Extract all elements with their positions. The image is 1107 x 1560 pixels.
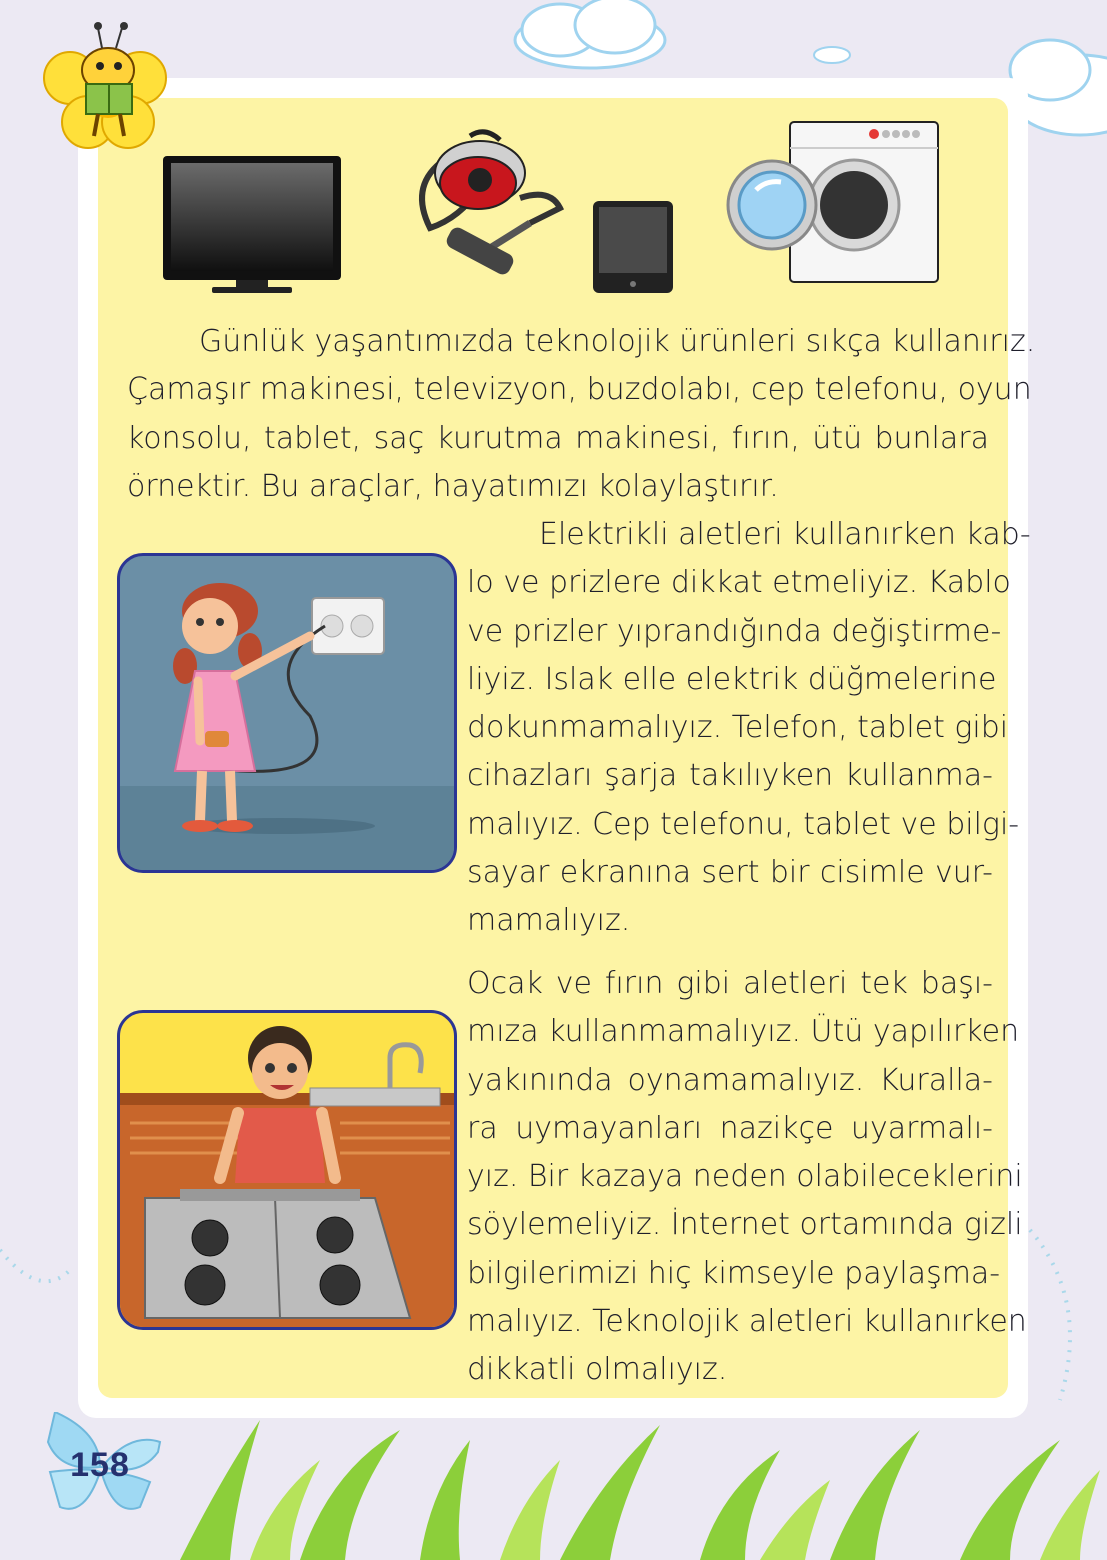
text-line: bilgilerimizi hiç kimseyle paylaşma- bbox=[467, 1255, 1001, 1291]
bee-reading-book-icon bbox=[28, 10, 183, 160]
tablet-icon bbox=[592, 200, 674, 294]
text-line: konsolu, tablet, saç kurutma makinesi, fırın, ütü bunlara bbox=[127, 420, 989, 456]
text-line: söylemeliyiz. İnternet ortamında gizli bbox=[467, 1207, 1023, 1243]
text-line: mamalıyız. bbox=[467, 903, 631, 939]
text-line: ve prizler yıprandığında değiştirme- bbox=[467, 613, 1002, 649]
cloud-icon bbox=[515, 0, 665, 68]
text-line: yakınında oynamamalıyız. Kuralla- bbox=[467, 1062, 993, 1098]
text-line: sayar ekranına sert bir cisimle vur- bbox=[467, 855, 993, 891]
boy-stove-illustration bbox=[117, 1010, 457, 1330]
home-safety-paragraph bbox=[467, 960, 1027, 1395]
text-line: mıza kullanmamalıyız. Ütü yapılırken bbox=[467, 1014, 1020, 1050]
text-line: yız. Bir kazaya neden olabileceklerini bbox=[467, 1159, 1023, 1195]
text-line: ra uymayanları nazikçe uyarmalı- bbox=[467, 1110, 993, 1146]
intro-paragraph bbox=[127, 318, 1036, 511]
small-cloud-icon bbox=[814, 47, 850, 63]
vacuum-cleaner-icon bbox=[400, 128, 568, 283]
faucet-icon bbox=[390, 1045, 421, 1088]
text-line: Çamaşır makinesi, televizyon, buzdolabı, cep telefonu, oyun bbox=[127, 372, 1032, 408]
text-line: malıyız. Teknolojik aletleri kullanırken bbox=[467, 1304, 1027, 1340]
text-line: liyiz. Islak elle elektrik düğmelerine bbox=[467, 661, 997, 697]
text-line: dikkatli olmalıyız. bbox=[467, 1352, 728, 1388]
washing-machine-icon bbox=[726, 120, 941, 285]
text-line: lo ve prizlere dikkat etmeliyiz. Kablo bbox=[467, 565, 1011, 601]
electric-safety-paragraph bbox=[467, 511, 1031, 946]
text-line: dokunmamalıyız. Telefon, tablet gibi bbox=[467, 710, 1009, 746]
text-line: örnektir. Bu araçlar, hayatımızı kolaylaştırır. bbox=[127, 468, 779, 504]
girl-plug-illustration bbox=[117, 553, 457, 873]
text-line: Ocak ve fırın gibi aletleri tek başı- bbox=[467, 966, 993, 1001]
text-line: cihazları şarja takılıyken kullanma- bbox=[467, 758, 993, 794]
text-line: Günlük yaşantımızda teknolojik ürünleri sıkça kullanırız. bbox=[199, 324, 1036, 359]
page-number: 158 bbox=[70, 1446, 130, 1484]
text-line: Elektrikli aletleri kullanırken kab- bbox=[539, 517, 1031, 552]
text-line: malıyız. Cep telefonu, tablet ve bilgi- bbox=[467, 806, 1020, 842]
television-icon bbox=[162, 155, 342, 295]
